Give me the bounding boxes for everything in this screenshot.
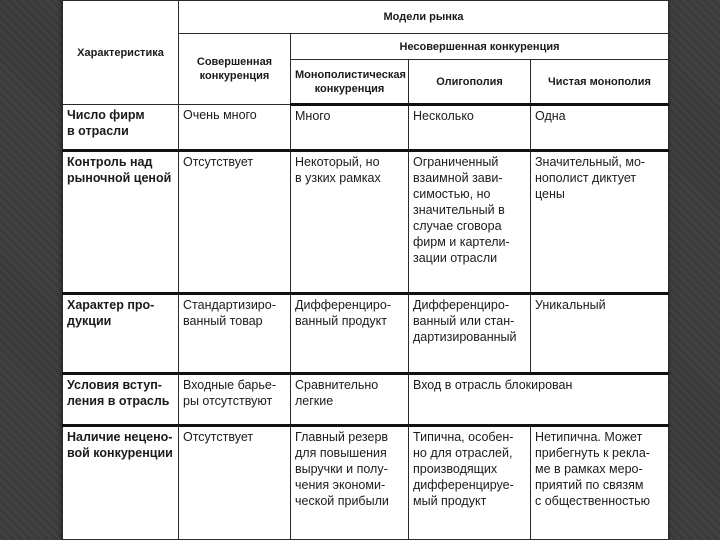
cell-price-monopoly: Значительный, мо- нополист диктует цены [531,151,669,294]
header-market-models: Модели рынка [179,1,669,34]
cell-price-oligopoly: Ограниченный взаимной зави- симостью, но значительный в случае сговора фирм и картели- зации отрасли [409,151,531,294]
cell-product-oligopoly: Дифференциро- ванный или стан- дартизированный [409,294,531,374]
cell-nonprice-monopolistic: Главный резерв для повышения выручки и полу- чения экономи- ческой прибыли [291,426,409,540]
cell-firms-oligopoly: Несколько [409,105,531,151]
cell-nonprice-perfect: Отсутствует [179,426,291,540]
cell-entry-oligopoly-monopoly: Вход в отрасль блокирован [409,374,669,426]
header-oligopoly: Олигополия [409,60,531,105]
cell-product-perfect: Стандартизиро- ванный товар [179,294,291,374]
cell-nonprice-oligopoly: Типична, особен- но для отраслей, производящих дифференцируе- мый продукт [409,426,531,540]
header-pure-monopoly: Чистая монополия [531,60,669,105]
header-characteristic: Характеристика [63,1,179,105]
cell-entry-perfect: Входные барье- ры отсутствуют [179,374,291,426]
header-imperfect-competition: Несовершенная конкуренция [291,34,669,60]
row-label-price-control: Контроль над рыночной ценой [63,151,179,294]
row-label-nonprice-competition: Наличие нецено- вой конкуренции [63,426,179,540]
row-label-firms-count: Число фирм в отрасли [63,105,179,151]
cell-product-monopoly: Уникальный [531,294,669,374]
cell-entry-monopolistic: Сравнительно легкие [291,374,409,426]
cell-firms-perfect: Очень много [179,105,291,151]
cell-nonprice-monopoly: Нетипична. Может прибегнуть к рекла- ме в рамках меро- приятий по связям с общественностью [531,426,669,540]
cell-price-perfect: Отсутствует [179,151,291,294]
header-perfect-competition: Совершенная конкуренция [179,34,291,105]
header-monopolistic-competition: Монополистическая конкуренция [291,60,409,105]
market-models-table [62,0,669,540]
row-label-entry-conditions: Условия вступ- ления в отрасль [63,374,179,426]
cell-product-monopolistic: Дифференциро- ванный продукт [291,294,409,374]
document-page [62,0,668,540]
row-label-product-type: Характер про- дукции [63,294,179,374]
cell-firms-monopolistic: Много [291,105,409,151]
cell-price-monopolistic: Некоторый, но в узких рамках [291,151,409,294]
cell-firms-monopoly: Одна [531,105,669,151]
